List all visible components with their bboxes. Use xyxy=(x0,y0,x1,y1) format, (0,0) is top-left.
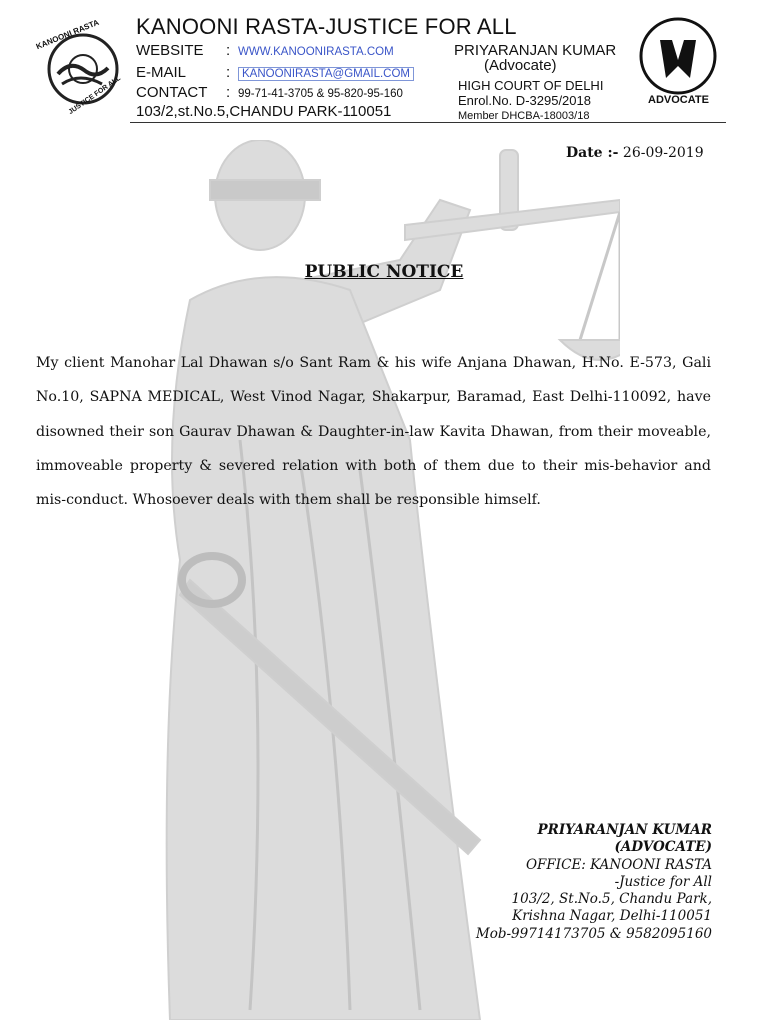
brand-title: KANOONI RASTA-JUSTICE FOR ALL xyxy=(136,14,517,39)
office-address: 103/2,st.No.5,CHANDU PARK-110051 xyxy=(136,103,392,120)
separator: : xyxy=(226,64,231,81)
membership-number: Member DHCBA-18003/18 xyxy=(458,110,590,122)
court-name: HIGH COURT OF DELHI xyxy=(458,78,604,93)
logo-subtext: JUSTICE FOR ALL xyxy=(67,74,123,117)
signatory-tagline: -Justice for All xyxy=(614,873,712,890)
website-label: WEBSITE xyxy=(136,42,204,59)
signatory-title: (ADVOCATE) xyxy=(614,839,712,856)
advocate-role: (Advocate) xyxy=(484,57,557,74)
separator: : xyxy=(226,42,231,59)
signatory-address-line2: Krishna Nagar, Delhi-110051 xyxy=(512,908,712,925)
notice-date xyxy=(566,145,704,161)
date-label: Date :- xyxy=(566,145,619,161)
contact-label: CONTACT xyxy=(136,84,208,101)
contact-numbers: 99-71-41-3705 & 95-820-95-160 xyxy=(238,88,403,100)
signature-block xyxy=(476,822,712,943)
separator: : xyxy=(226,84,231,101)
email-label: E-MAIL xyxy=(136,64,187,81)
notice-title: PUBLIC NOTICE xyxy=(304,262,464,282)
website-link[interactable]: WWW.KANOONIRASTA.COM xyxy=(238,46,394,58)
notice-body: My client Manohar Lal Dhawan s/o Sant Ram & his wife Anjana Dhawan, H.No. E-573, Gali No.10, SAPNA MEDICAL, West Vinod Nagar, Shakarpur, Baramad, East Delhi-110092, have disowned their son Gaurav Dhawan & Daughter-in-law Kavita Dhawan, from their moveable, immoveable property & severed relation with both of them due to their mis-behavior and mis-conduct. Whosoever deals with them shall be responsible himself. xyxy=(36,355,711,509)
header-divider xyxy=(130,122,726,123)
signatory-name: PRIYARANJAN KUMAR xyxy=(537,822,712,838)
signatory-address-line1: 103/2, St.No.5, Chandu Park, xyxy=(511,891,712,908)
advocate-emblem-icon xyxy=(638,16,718,96)
signatory-mobile: Mob-99714173705 & 9582095160 xyxy=(475,925,712,942)
date-value: 26-09-2019 xyxy=(622,145,704,161)
emblem-caption: ADVOCATE xyxy=(648,94,709,106)
advocate-name: PRIYARANJAN KUMAR xyxy=(454,42,617,59)
logo-text: KANOONI RASTA xyxy=(34,17,101,52)
enrolment-number: Enrol.No. D-3295/2018 xyxy=(458,93,591,108)
contact-row xyxy=(136,84,403,101)
website-row xyxy=(136,42,394,59)
email-row xyxy=(136,64,414,81)
signatory-office: OFFICE: KANOONI RASTA xyxy=(525,856,712,873)
email-link[interactable]: KANOONIRASTA@GMAIL.COM xyxy=(238,67,414,81)
